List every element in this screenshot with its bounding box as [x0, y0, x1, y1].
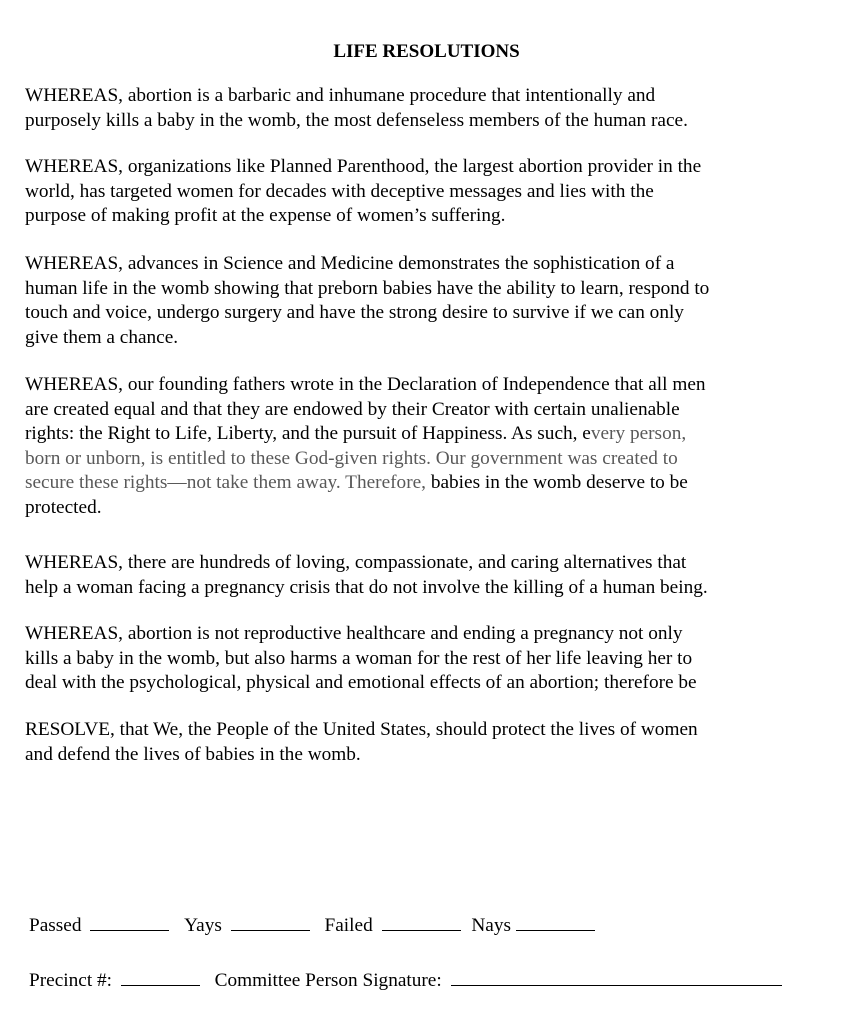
paragraph-line: deal with the psychological, physical and emotional effects of an abortion; therefore be [25, 672, 697, 694]
passed-label: Passed [29, 915, 82, 936]
precinct-label: Precinct #: [29, 970, 112, 991]
paragraph-line: WHEREAS, our founding fathers wrote in the Declaration of Independence that all men [25, 374, 706, 395]
passed-blank[interactable] [90, 912, 169, 931]
document-title: LIFE RESOLUTIONS [333, 41, 520, 62]
paragraph-line: give them a chance. [25, 326, 179, 348]
paragraph-text-grey: very person, [590, 423, 687, 445]
paragraph-whereas-5 [25, 551, 845, 600]
paragraph-whereas-4 [25, 373, 845, 521]
vote-tally-line [29, 912, 595, 938]
paragraph-resolve [25, 718, 845, 767]
paragraph-whereas-2 [25, 155, 845, 229]
paragraph-whereas-6 [25, 622, 845, 696]
paragraph-line: protected. [25, 496, 102, 518]
paragraph-text-grey: secure these rights—not take them away. Therefore, [25, 472, 431, 494]
nays-label: Nays [471, 915, 512, 936]
failed-blank[interactable] [382, 912, 461, 931]
paragraph-line [25, 422, 845, 447]
nays-blank[interactable] [516, 912, 595, 931]
paragraph-whereas-1 [25, 84, 845, 133]
paragraph-line [25, 471, 845, 496]
paragraph-text: babies in the womb deserve to be [430, 472, 688, 494]
paragraph-line: WHEREAS, there are hundreds of loving, compassionate, and caring alternatives that [25, 552, 687, 573]
paragraph-line: WHEREAS, abortion is not reproductive healthcare and ending a pregnancy not only [25, 623, 683, 644]
paragraph-line: WHEREAS, abortion is a barbaric and inhumane procedure that intentionally and [25, 85, 656, 106]
paragraph-text: rights: the Right to Life, Liberty, and the pursuit of Happiness. As such, e [25, 423, 591, 445]
signature-line [29, 967, 782, 993]
paragraph-line: WHEREAS, organizations like Planned Parenthood, the largest abortion provider in the [25, 156, 702, 177]
paragraph-line: help a woman facing a pregnancy crisis that do not involve the killing of a human being. [25, 576, 708, 598]
paragraph-line: kills a baby in the womb, but also harms a woman for the rest of her life leaving her to [25, 647, 693, 669]
precinct-blank[interactable] [121, 967, 200, 986]
paragraph-whereas-3 [25, 252, 845, 350]
paragraph-line: and defend the lives of babies in the womb. [25, 743, 361, 765]
failed-label: Failed [324, 915, 373, 936]
signature-blank[interactable] [451, 967, 782, 986]
yays-label: Yays [184, 915, 222, 936]
paragraph-line: purposely kills a baby in the womb, the most defenseless members of the human race. [25, 109, 688, 131]
paragraph-line: touch and voice, undergo surgery and have the strong desire to survive if we can only [25, 302, 684, 324]
paragraph-line-grey: born or unborn, is entitled to these God-given rights. Our government was created to [25, 447, 678, 469]
paragraph-line: are created equal and that they are endowed by their Creator with certain unalienable [25, 398, 680, 420]
paragraph-line: purpose of making profit at the expense of women’s suffering. [25, 205, 506, 227]
paragraph-line: RESOLVE, that We, the People of the United States, should protect the lives of women [25, 719, 698, 740]
paragraph-line: world, has targeted women for decades with deceptive messages and lies with the [25, 180, 654, 202]
paragraph-line: WHEREAS, advances in Science and Medicine demonstrates the sophistication of a [25, 253, 675, 274]
yays-blank[interactable] [231, 912, 310, 931]
paragraph-line: human life in the womb showing that preborn babies have the ability to learn, respond to [25, 277, 710, 299]
signature-label: Committee Person Signature: [214, 970, 442, 991]
